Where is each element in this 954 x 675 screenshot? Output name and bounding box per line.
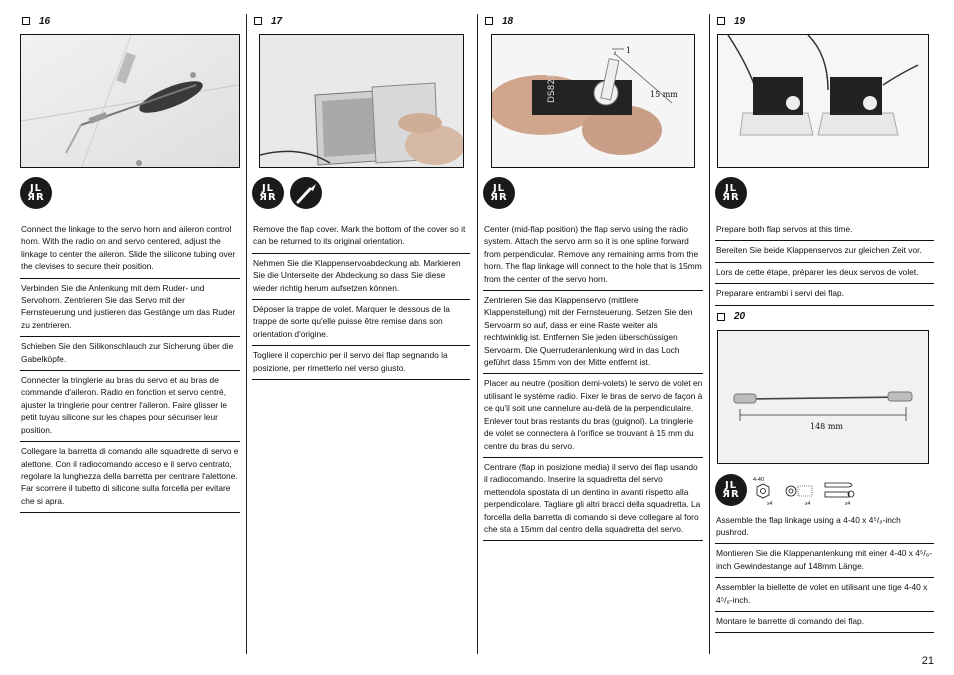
aileron-linkage-photo (21, 35, 239, 168)
hex-nut-icon (757, 484, 769, 498)
flap-cover-photo (260, 35, 464, 168)
step-header (483, 14, 703, 28)
paragraph-de: Montieren Sie die Klappenanlenkung mit einer 4-40 x 4⁵/₈-inch Gewindestange auf 148mm Länge. (715, 544, 934, 578)
page-number: 21 (921, 655, 934, 667)
tool-icons (20, 177, 240, 209)
jr-radio-icon: JL ЯR (483, 177, 515, 209)
paragraph-fr: Connecter la tringlerie au bras du servo et au bras de commande d'aileron. Radio en fonction et servo centré, ajuster la tringlerie pour centrer l'aileron. Faire glisser le petit tuyau silicone sur les chapes pour sécuriser leur position. (20, 371, 240, 442)
paragraph-fr: Lors de cette étape, préparer les deux servos de volet. (715, 263, 934, 284)
tool-icons (715, 473, 934, 507)
paragraph-de: Zentrieren Sie das Klappenservo (mittlere Klappenstellung) mit der Fernsteuerung. Setzen Sie den Servoarm so auf, dass er eine Raste weiter als rechtwinklig ist. Entfernen Sie jeden überschüssigen Servoarm. Die Querruderanlenkung wird in das Loch geführt dass 15mm von der Mitte entfernt ist. (483, 291, 703, 374)
paragraph-fr: Déposer la trappe de volet. Marquer le dessous de la trappe de sorte qu'elle puisse être remise dans son orientation d'origine. (252, 300, 470, 346)
step-number: 20 (734, 311, 746, 323)
step-header (252, 14, 470, 28)
jr-radio-icon: JL ЯR (715, 474, 747, 506)
qty-clevis: x4 (845, 500, 851, 507)
step-photo (717, 34, 929, 168)
checkbox[interactable] (22, 17, 30, 25)
servo-arm-photo (492, 35, 695, 168)
paragraph-en: Assemble the flap linkage using a 4-40 x 4⁵/₈-inch pushrod. (715, 514, 934, 545)
checkbox[interactable] (717, 17, 725, 25)
pushrod-photo (718, 331, 929, 464)
paragraph-de: Nehmen Sie die Klappenservoabdeckung ab. Markieren Sie die Unterseite der Abdeckung so dass Sie diese wieder richtig herum aufsetzen können. (252, 254, 470, 300)
paragraph-fr: Assembler la biellette de volet en utilisant une tige 4-40 x 4⁵/₈-inch. (715, 578, 934, 612)
step-17 (252, 14, 470, 380)
jr-radio-icon: JL ЯR (715, 177, 747, 209)
photo-label-148mm: 148 mm (810, 421, 843, 431)
servo-label: DS821 (547, 73, 557, 103)
paragraph-en: Connect the linkage to the servo horn and aileron control horn. With the radio on and servo centered, adjust the linkage to center the aileron. Slide the silicone tubing over the clevises to secure their position. (20, 223, 240, 279)
paragraph-de: Bereiten Sie beide Klappenservos zur gleichen Zeit vor. (715, 241, 934, 262)
paragraph-it: Preparare entrambi i servi dei flap. (715, 284, 934, 305)
paragraph-fr: Placer au neutre (position demi-volets) le servo de volet en utilisant le système radio. Fixer le bras de servo de façon à ce qu'il soit une cannelure au-delà de la perpendiculaire. Enlever tout bras restants du bras (guignol). La tringlerie de volet se connectera à l'orifice se trouvant à 15 mm du centre du bras du servo. (483, 374, 703, 457)
step-header (715, 14, 934, 28)
checkbox[interactable] (485, 17, 493, 25)
qty-nut: x4 (767, 500, 773, 507)
step-photo (717, 330, 929, 464)
instructions (20, 223, 240, 513)
tool-icons (252, 177, 470, 209)
two-servos-photo (718, 35, 929, 168)
clevis-icon (825, 483, 852, 487)
step-header (715, 310, 934, 324)
step-number: 19 (734, 15, 746, 27)
thread-size-label: 4-40 (753, 476, 765, 483)
photo-label-1: 1 (626, 46, 632, 55)
hobby-knife-icon (290, 177, 322, 209)
step-number: 18 (502, 15, 514, 27)
paragraph-en: Remove the flap cover. Mark the bottom of the cover so it can be returned to its original orientation. (252, 223, 470, 254)
column-divider (246, 14, 247, 654)
paragraph-it: Centrare (flap in posizione media) il servo dei flap usando il radiocomando. Inserire la squadretta del servo mettendola spostata di un dentino in avanti rispetto alla perpendicolare. Tagliare gli altri bracci della squadretta. La forcella della barretta di comando si deve collegare al foro che sta a 15mm dal centro della squadretta del servo. (483, 458, 703, 541)
instructions (715, 223, 934, 306)
checkbox[interactable] (254, 17, 262, 25)
instructions (483, 223, 703, 541)
instructions (715, 514, 934, 634)
step-photo (491, 34, 695, 168)
step-number: 17 (271, 15, 283, 27)
paragraph-it: Collegare la barretta di comando alle squadrette di servo e alettone. Con il radiocomando acceso e il servo centrato, regolare la lunghezza della barretta per centrare l'alettone. Far scorrere il tubetto di silicone sulla forcella per evitare che si apra. (20, 442, 240, 513)
step-photo (259, 34, 464, 168)
step-19 (715, 14, 934, 633)
step-photo (20, 34, 240, 168)
instructions (252, 223, 470, 380)
qty-washer: x4 (805, 500, 811, 507)
paragraph-it: Togliere il coperchio per il servo dei flap segnando la posizione, per rimetterlo nel verso giusto. (252, 346, 470, 380)
paragraph-it: Montare le barrette di comando dei flap. (715, 612, 934, 633)
paragraph-de: Schieben Sie den Silikonschlauch zur Sicherung über die Gabelköpfe. (20, 337, 240, 371)
step-16 (20, 14, 240, 513)
paragraph-en: Prepare both flap servos at this time. (715, 223, 934, 241)
jr-radio-icon: JL ЯR (252, 177, 284, 209)
tool-icons (483, 177, 703, 209)
step-20 (715, 310, 934, 634)
photo-label-15mm: 15 mm (650, 90, 678, 99)
column-divider (477, 14, 478, 654)
washer-icon (786, 486, 796, 496)
hardware-parts (753, 473, 863, 507)
step-18 (483, 14, 703, 541)
jr-radio-icon: JL ЯR (20, 177, 52, 209)
silicone-tube-icon (798, 486, 812, 496)
step-header (20, 14, 240, 28)
tool-icons (715, 177, 934, 209)
paragraph-de: Verbinden Sie die Anlenkung mit dem Ruder- und Servohorn. Zentrieren Sie das Servo mit der Fernsteuerung und justieren das Gestänge um das Ruder zu zentrieren. (20, 279, 240, 338)
step-number: 16 (39, 15, 51, 27)
column-divider (709, 14, 710, 654)
checkbox[interactable] (717, 313, 725, 321)
paragraph-en: Center (mid-flap position) the flap servo using the radio system. Attach the servo arm so it is one spline forward from perpendicular. Remove any remaining arms from the horn. The flap linkage will connect to the hole that is 15mm from the center of the servo horn. (483, 223, 703, 291)
